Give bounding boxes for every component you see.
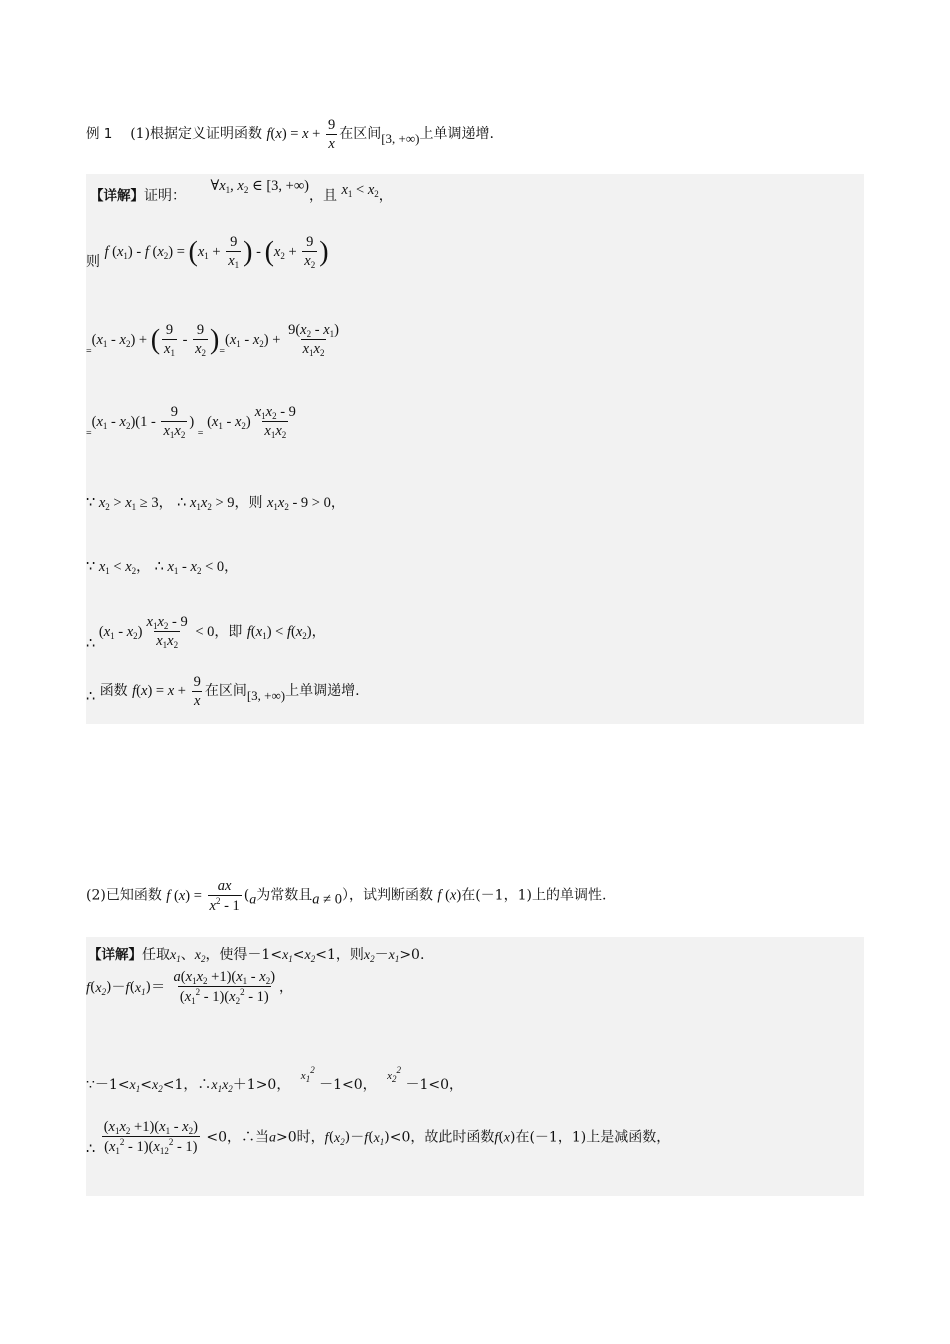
statement-text: 上单调递增. bbox=[419, 126, 494, 143]
ie-word: ，即 bbox=[214, 624, 243, 641]
formula-f-x: f(x) = x + $\frac{9}{x}$ bbox=[266, 117, 336, 152]
text: <0，故此时函数 bbox=[389, 1129, 495, 1146]
solution-line bbox=[86, 234, 329, 271]
statement-text: 在区间 bbox=[204, 683, 247, 700]
text: 在(－1，1)上是减函数， bbox=[515, 1129, 671, 1146]
text: <1，则 bbox=[315, 947, 364, 963]
text: <0，∴当 bbox=[206, 1129, 270, 1146]
text: ∵－1< bbox=[86, 1077, 130, 1093]
text: >0. bbox=[399, 947, 425, 963]
proof-word: 证明： bbox=[144, 188, 186, 204]
formula: f (x) = $\frac{ax}{x^2 - 1}$ bbox=[166, 878, 240, 914]
text: 任取 bbox=[142, 947, 170, 963]
formula: $\frac{a(x_1x_2 +1)(x_1 - x_2)}{(x_1^2 - 1)(x_2^2 - 1)}$ bbox=[173, 969, 276, 1007]
detail-tag: 【详解】 bbox=[88, 947, 142, 963]
text: － bbox=[350, 1129, 365, 1146]
formula: ∴ $x_1x_2 > 9$ bbox=[177, 495, 235, 512]
formula: $f(x_1) < f(x_2)$ bbox=[246, 624, 312, 642]
formula: $\frac{(x_1x_2 +1)(x_1 - x_2)}{(x_1^2 - 1)(x_{12}^2 - 1)}$ bbox=[103, 1119, 198, 1157]
formula: $_=(x_1 - x_2)(1$ - $\frac{9}{x_1x_2}$ ) $_=$ $(x_1 - x_2)$ $\frac{x_1x_2 - 9}{x_1x_2}$ bbox=[86, 404, 296, 441]
formula: f $(x_1)$ - f $(x_2) = (x_1$ + $\frac{9}{x_1}$ ) - ($x_2$ + $\frac{9}{x_2}$ ) bbox=[104, 234, 329, 270]
formula: $x_1 < x_2$ bbox=[341, 182, 379, 199]
then-word: 则 bbox=[86, 253, 100, 270]
solution-line: ∴ $\frac{(x_1x_2 +1)(x_1 - x_2)}{(x_1^2 - 1)(x_{12}^2 - 1)}$ <0，∴当a>0时，$f(x_2)-f(x_1)<0$，故此时函数f(x)在(－1，1)上是减函数， bbox=[86, 1119, 671, 1158]
solution-line: ∵ $x_1 < x_2$， ∴ $x_1 - x_2 < 0$， bbox=[86, 559, 239, 576]
solution-line: ∴ 函数 f(x) = x + $\frac{9}{x}$ 在区间[3, +∞)上单调递增. bbox=[86, 674, 360, 709]
statement-text: 在(－1，1)上的单调性. bbox=[461, 887, 607, 904]
statement-text: ( bbox=[243, 887, 250, 904]
example-label: 例 1 bbox=[86, 126, 113, 143]
solution-line bbox=[86, 322, 343, 360]
statement-text: 上单调递增. bbox=[285, 683, 360, 700]
text: < bbox=[140, 1077, 152, 1093]
interval: [3, +∞) bbox=[246, 688, 286, 704]
then-word: ，则 bbox=[234, 495, 263, 511]
text: － bbox=[374, 947, 389, 963]
solution-2-box bbox=[86, 937, 864, 1196]
solution-line bbox=[86, 404, 300, 442]
formula: ∵ $x_2 > x_1 \ge 3$ bbox=[86, 495, 159, 512]
detail-tag: 【详解】 bbox=[90, 188, 144, 204]
solution-line: $f(x_2)-f(x_1)=$ $\frac{a(x_1x_2 +1)(x_1 - x_2)}{(x_1^2 - 1)(x_2^2 - 1)}$ ， bbox=[86, 969, 294, 1007]
text: <1，∴ bbox=[162, 1077, 212, 1093]
statement-text: 根据定义证明函数 bbox=[150, 126, 263, 143]
solution-1-box bbox=[86, 174, 864, 724]
interval: [3, +∞) bbox=[381, 131, 420, 147]
statement-text: 为常数且 bbox=[256, 887, 313, 904]
formula: ∴ $x_1 - x_2 < 0$ bbox=[154, 559, 225, 576]
statement-text: 在区间 bbox=[339, 126, 382, 143]
statement-text: 已知函数 bbox=[105, 887, 162, 904]
formula: ∴ $(x_1 - x_2)$ $\frac{x_1x_2 - 9}{x_1x_2}$ < 0 bbox=[86, 614, 215, 653]
formula: f (x) bbox=[437, 887, 462, 904]
function-word: 函数 bbox=[99, 683, 128, 700]
formula: $x_1x_2 - 9 > 0$ bbox=[266, 495, 331, 512]
solution-line: 【详解】任取$x_1$、$x_2$，使得$-1<x_1<x_2<1$，则$x_2-x_1>0$. bbox=[88, 947, 425, 964]
text: 、 bbox=[180, 947, 195, 963]
formula: f(x) = x + $\frac{9}{x}$ bbox=[132, 674, 201, 709]
text: >0时， bbox=[276, 1129, 325, 1146]
solution-line: 【详解】证明： $\forall x_1$, $x_2$ ∈ [3, +∞)，且 $x_1 < x_2$， bbox=[90, 178, 393, 204]
example-2-statement: (2)已知函数 f (x) = $\frac{ax}{x^2 - 1}$ (a为常数且a ≠ 0），试判断函数 f (x)在(－1，1)上的单调性. bbox=[86, 878, 607, 914]
formula: $\forall x_1$, $x_2$ ∈ [3, +∞) bbox=[210, 178, 309, 195]
solution-line: ∵ $x_2 > x_1 \ge 3$， ∴ $x_1x_2 > 9$，则 $x_1x_2 - 9 > 0$， bbox=[86, 495, 345, 512]
example-1-statement bbox=[86, 117, 494, 153]
solution-line: ∴ $(x_1 - x_2)$ $\frac{x_1x_2 - 9}{x_1x_2}$ < 0，即 $f(x_1) < f(x_2)$， bbox=[86, 614, 326, 653]
statement-text: ），试判断函数 bbox=[341, 887, 433, 904]
text: ＋1>0， bbox=[232, 1077, 291, 1093]
formula: ∵ $x_1 < x_2$ bbox=[86, 559, 137, 576]
text: －1<0， bbox=[405, 1077, 464, 1093]
and-word: ，且 bbox=[309, 188, 337, 204]
part-label: (2) bbox=[86, 887, 106, 904]
part-label: (1) bbox=[130, 126, 151, 143]
text: < bbox=[292, 947, 305, 963]
text: ，使得－1< bbox=[205, 947, 283, 963]
formula: $_=(x_1 - x_2)$ + ( $\frac{9}{x_1}$ - $\frac{9}{x_2}$ )$_=(x_1 - x_2)$ + $\frac{9(x_2 - x_1)}{x_1x_2}$ bbox=[86, 322, 339, 359]
text: －1<0， bbox=[319, 1077, 377, 1093]
solution-line: $\because-1<x_1<x_2<1$，$\therefore x_1x_2+1>0$， $^{x_1^2}$ －1<0， $^{x_2^2}$ －1<0， bbox=[86, 1065, 464, 1094]
